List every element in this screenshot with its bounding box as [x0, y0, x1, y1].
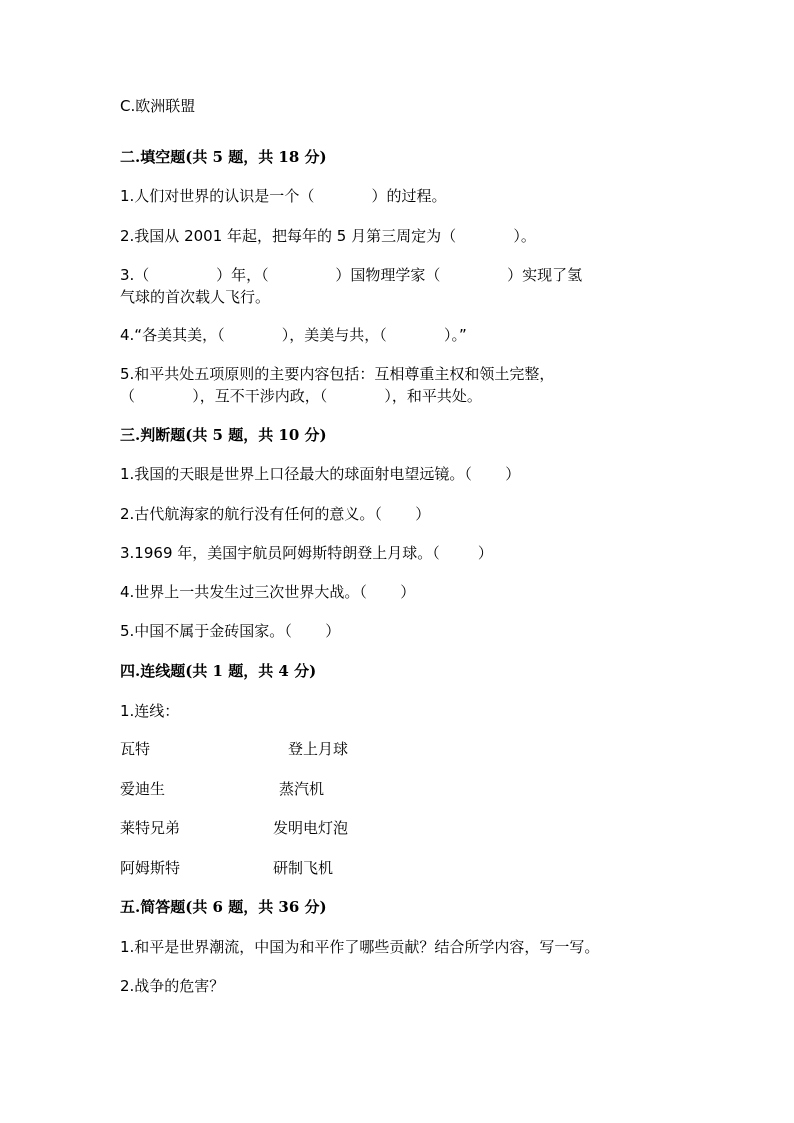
matching-prompt: 1.连线： — [120, 702, 180, 720]
judge-question-4: 4.世界上一共发生过三次世界大战。（ ） — [120, 583, 416, 601]
match-right-1: 登上月球 — [288, 740, 349, 758]
match-right-2: 蒸汽机 — [279, 780, 325, 798]
short-question-1: 1.和平是世界潮流，中国为和平作了哪些贡献？结合所学内容，写一写。 — [120, 938, 600, 956]
judge-question-2: 2.古代航海家的航行没有任何的意义。（ ） — [120, 505, 431, 523]
judge-question-5: 5.中国不属于金砖国家。（ ） — [120, 622, 341, 640]
fill-question-5-line2: （ ），互不干涉内政，（ ），和平共处。 — [120, 387, 482, 405]
fill-question-1: 1.人们对世界的认识是一个（ ）的过程。 — [120, 187, 447, 205]
match-left-4: 阿姆斯特 — [120, 859, 181, 877]
judge-question-3: 3.1969 年，美国宇航员阿姆斯特朗登上月球。（ ） — [120, 544, 493, 562]
match-right-3: 发明电灯泡 — [273, 819, 349, 837]
section-short-answer-title: 五.简答题(共 6 题，共 36 分) — [120, 898, 327, 916]
short-question-2: 2.战争的危害？ — [120, 977, 225, 995]
section-judge-title: 三.判断题(共 5 题，共 10 分) — [120, 426, 327, 444]
match-right-4: 研制飞机 — [273, 859, 334, 877]
match-left-3: 莱特兄弟 — [120, 819, 181, 837]
option-c: C.欧洲联盟 — [120, 97, 196, 115]
fill-question-5-line1: 5.和平共处五项原则的主要内容包括：互相尊重主权和领土完整， — [120, 365, 555, 383]
section-matching-title: 四.连线题(共 1 题，共 4 分) — [120, 662, 317, 680]
judge-question-1: 1.我国的天眼是世界上口径最大的球面射电望远镜。（ ） — [120, 465, 521, 483]
match-left-2: 爱迪生 — [120, 780, 166, 798]
section-fill-blank-title: 二.填空题(共 5 题，共 18 分) — [120, 148, 327, 166]
fill-question-2: 2.我国从 2001 年起，把每年的 5 月第三周定为（ ）。 — [120, 227, 536, 245]
fill-question-3-line1: 3.（ ）年，（ ）国物理学家（ ）实现了氢 — [120, 266, 583, 284]
fill-question-3-line2: 气球的首次载人飞行。 — [120, 288, 271, 306]
fill-question-4: 4.“各美其美，（ ），美美与共，（ ）。” — [120, 326, 467, 344]
match-left-1: 瓦特 — [120, 740, 151, 758]
